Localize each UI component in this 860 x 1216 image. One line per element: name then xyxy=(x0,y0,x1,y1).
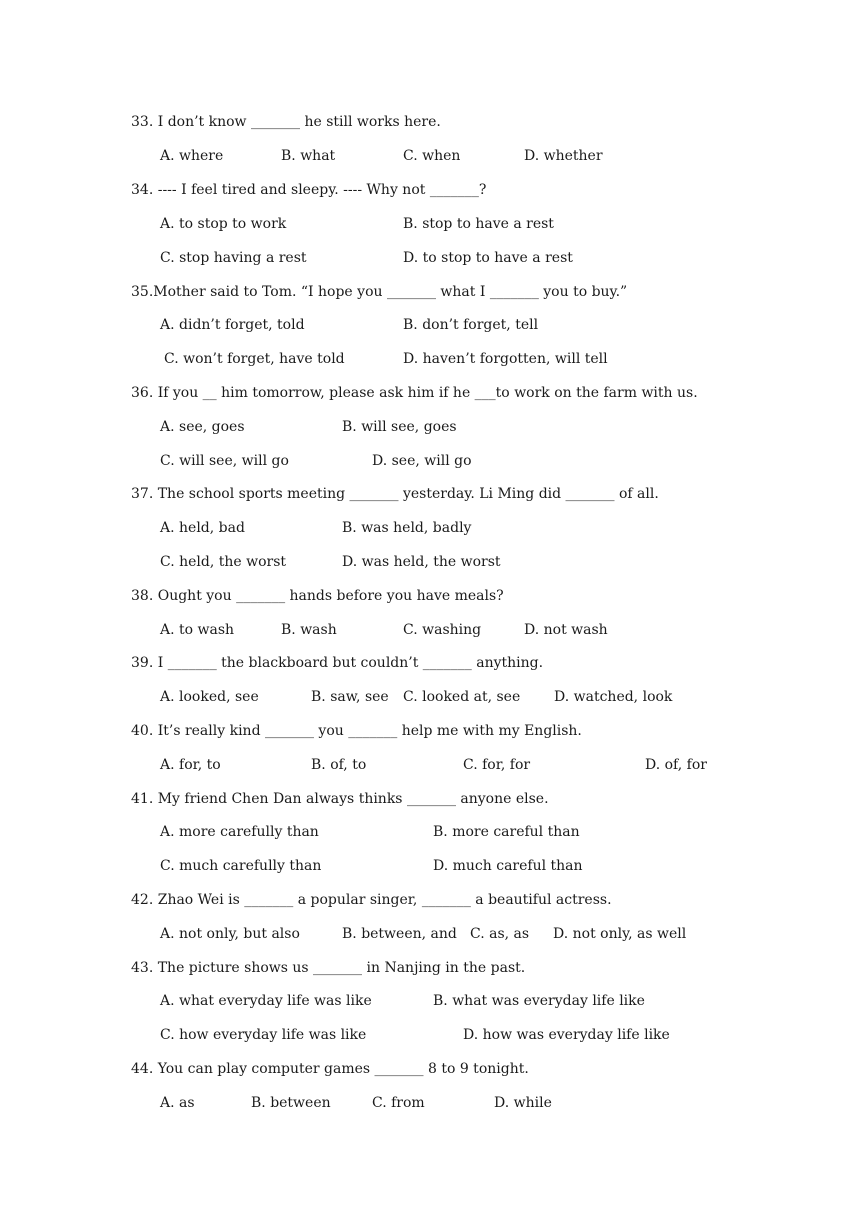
question-stem: 42. Zhao Wei is _______ a popular singer, _______ a beautiful actress. xyxy=(131,892,612,908)
option-b: B. saw, see xyxy=(311,689,389,705)
option-d: D. while xyxy=(494,1095,552,1111)
option-d: D. not wash xyxy=(524,622,608,638)
question-stem: 37. The school sports meeting _______ yesterday. Li Ming did _______ of all. xyxy=(131,486,659,502)
option-c: C. from xyxy=(372,1095,425,1111)
question-stem: 44. You can play computer games _______ 8 to 9 tonight. xyxy=(131,1061,529,1077)
option-a: A. more carefully than xyxy=(160,824,319,840)
option-a: A. held, bad xyxy=(160,520,245,536)
option-d: D. haven’t forgotten, will tell xyxy=(403,351,608,367)
question-stem: 43. The picture shows us _______ in Nanjing in the past. xyxy=(131,960,526,976)
option-a: A. to stop to work xyxy=(160,216,287,232)
question-stem: 40. It’s really kind _______ you _______ help me with my English. xyxy=(131,723,582,739)
option-c: C. washing xyxy=(403,622,482,638)
option-c: C. stop having a rest xyxy=(160,250,307,266)
option-d: D. was held, the worst xyxy=(342,554,501,570)
option-b: B. what xyxy=(281,148,336,164)
option-b: B. more careful than xyxy=(433,824,580,840)
option-a: A. looked, see xyxy=(160,689,259,705)
option-a: A. not only, but also xyxy=(160,926,300,942)
option-c: C. as, as xyxy=(470,926,530,942)
option-d: D. not only, as well xyxy=(553,926,687,942)
option-b: B. between, and xyxy=(342,926,457,942)
option-a: A. as xyxy=(160,1095,195,1111)
option-a: A. what everyday life was like xyxy=(160,993,372,1009)
option-d: D. of, for xyxy=(645,757,707,773)
option-c: C. looked at, see xyxy=(403,689,521,705)
question-stem: 34. ---- I feel tired and sleepy. ---- Why not _______? xyxy=(131,182,487,198)
option-c: C. for, for xyxy=(463,757,531,773)
option-d: D. see, will go xyxy=(372,453,472,469)
option-d: D. whether xyxy=(524,148,603,164)
option-a: A. see, goes xyxy=(160,419,245,435)
option-c: C. will see, will go xyxy=(160,453,289,469)
option-a: A. to wash xyxy=(160,622,235,638)
option-c: C. how everyday life was like xyxy=(160,1027,367,1043)
option-b: B. will see, goes xyxy=(342,419,457,435)
question-stem: 38. Ought you _______ hands before you have meals? xyxy=(131,588,504,604)
option-b: B. was held, badly xyxy=(342,520,472,536)
option-d: D. watched, look xyxy=(554,689,673,705)
question-stem: 35.Mother said to Tom. “I hope you _______ what I _______ you to buy.” xyxy=(131,284,628,300)
option-c: C. held, the worst xyxy=(160,554,287,570)
option-d: D. how was everyday life like xyxy=(463,1027,670,1043)
question-stem: 39. I _______ the blackboard but couldn’t _______ anything. xyxy=(131,655,544,671)
question-stem: 41. My friend Chen Dan always thinks _______ anyone else. xyxy=(131,791,549,807)
option-b: B. between xyxy=(251,1095,331,1111)
option-b: B. stop to have a rest xyxy=(403,216,554,232)
option-b: B. of, to xyxy=(311,757,367,773)
question-stem: 36. If you __ him tomorrow, please ask him if he ___to work on the farm with us. xyxy=(131,385,698,401)
option-b: B. what was everyday life like xyxy=(433,993,645,1009)
option-b: B. wash xyxy=(281,622,337,638)
option-c: C. won’t forget, have told xyxy=(164,351,345,367)
option-a: A. where xyxy=(160,148,224,164)
option-c: C. much carefully than xyxy=(160,858,322,874)
option-a: A. didn’t forget, told xyxy=(160,317,305,333)
option-d: D. much careful than xyxy=(433,858,583,874)
option-d: D. to stop to have a rest xyxy=(403,250,573,266)
option-a: A. for, to xyxy=(160,757,221,773)
question-stem: 33. I don’t know _______ he still works here. xyxy=(131,114,441,130)
option-b: B. don’t forget, tell xyxy=(403,317,539,333)
option-c: C. when xyxy=(403,148,461,164)
